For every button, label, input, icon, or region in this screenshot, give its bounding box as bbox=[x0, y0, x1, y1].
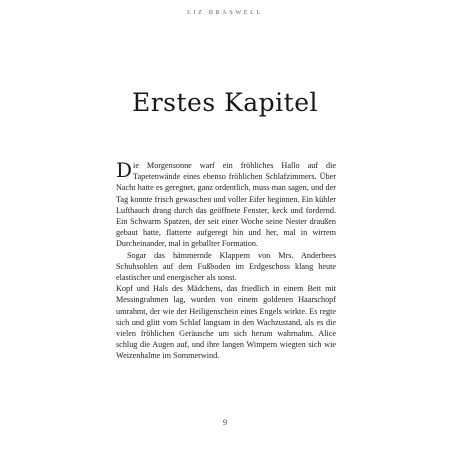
running-head: LIZ BRASWELL bbox=[187, 9, 263, 16]
body-text bbox=[116, 160, 336, 362]
paragraph-3: Kopf und Hals des Mädchens, das friedlich in einem Bett mit Messingrahmen lag, wurden von einem goldenen Haarschopf umrahmt, der wie der Heiligenschein eines Engels wirkte. Es regte sich und glitt vom Schlaf langsam in den Wachzustand, als es die vielen fröhlichen Geräusche um sich herum wahrnahm. Alice schlug die Augen auf, und ihre langen Wimpern wiegten sich wie Weizenhalme im Sommerwind. bbox=[116, 284, 336, 361]
chapter-title: Erstes Kapitel bbox=[131, 88, 319, 117]
paragraph-1-text: ie Morgensonne warf ein fröhliches Hallo auf die Tapetenwände eines ebenso fröhlichen Schlafzimmers. Über Nacht hatte es geregnet, ganz ordentlich, muss man sagen, und der Tag konnte frisch gewaschen und voller Eifer beginnen. Ein kühler Lufthauch drang durch das geöffnete Fenster, keck und fordernd. Ein Schwarm Spatzen, der seit einer Woche seine Nester draußen gebaut hatte, flatterte aufgeregt hin und her, mal in wirrem Durcheinander, mal in geballter Formation. bbox=[116, 161, 336, 249]
paragraph-1 bbox=[116, 160, 336, 250]
drop-cap: D bbox=[116, 158, 133, 182]
paragraph-2: Sogar das hämmernde Klappern von Mrs. Anderbees Schuhsohlen auf dem Fußboden im Erdgeschoss klang heute elastischer und energischer als sonst. bbox=[116, 250, 336, 283]
page-number: 9 bbox=[223, 418, 227, 427]
